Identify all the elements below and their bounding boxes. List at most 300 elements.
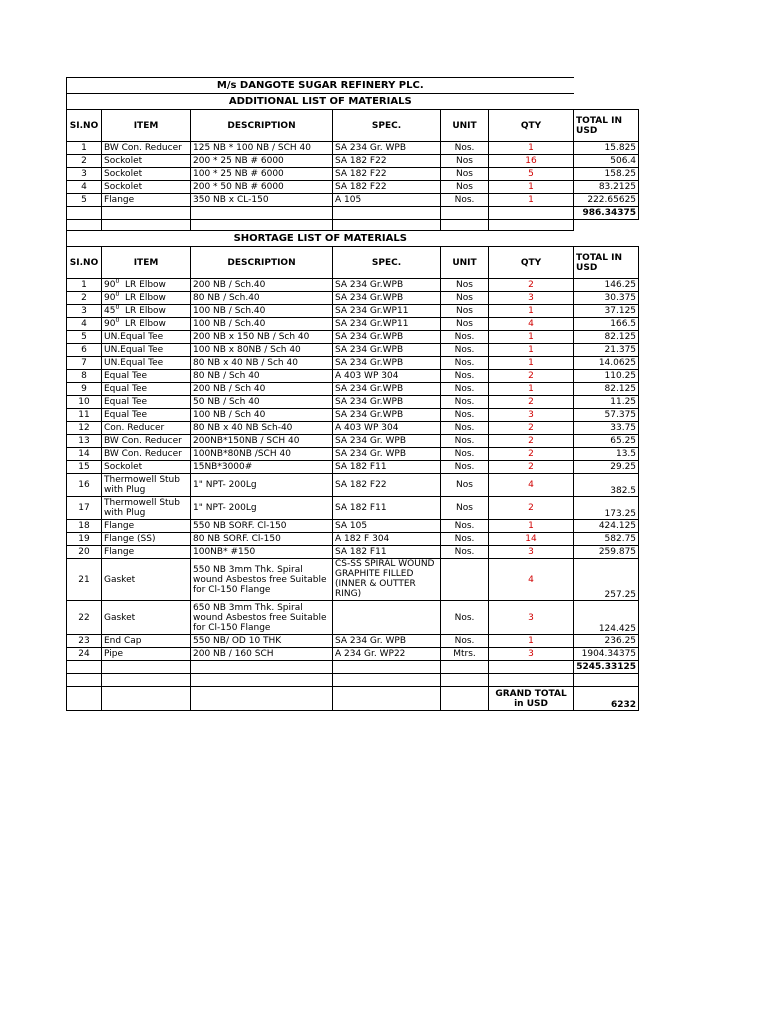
- row-qty: 16: [489, 155, 574, 168]
- header-spec: SPEC.: [333, 110, 441, 142]
- item-label: UN.Equal Tee: [104, 345, 164, 355]
- row-sino: 11: [67, 409, 102, 422]
- row-spec: SA 234 Gr. WPB: [333, 142, 441, 155]
- row-unit: Nos.: [441, 533, 489, 546]
- table-row: [67, 497, 639, 520]
- item-label: Flange: [104, 521, 135, 531]
- row-item: [102, 601, 191, 635]
- blank-cell: [574, 78, 639, 94]
- row-qty: 1: [489, 331, 574, 344]
- row-spec: A 403 WP 304: [333, 370, 441, 383]
- header-unit: UNIT: [441, 110, 489, 142]
- item-label: Thermowell Stub with Plug: [104, 475, 180, 495]
- item-label: Flange: [104, 547, 135, 557]
- row-item: [102, 279, 191, 292]
- row-description: 100NB*80NB /SCH 40: [191, 448, 333, 461]
- row-description: 80 NB / Sch.40: [191, 292, 333, 305]
- row-description: 200 NB x 150 NB / Sch 40: [191, 331, 333, 344]
- row-qty: 14: [489, 533, 574, 546]
- item-label: End Cap: [104, 636, 142, 646]
- table-row: [67, 396, 639, 409]
- table-row: [67, 474, 639, 497]
- row-description: 550 NB SORF. Cl-150: [191, 520, 333, 533]
- row-total: 65.25: [574, 435, 639, 448]
- item-label: Sockolet: [104, 182, 143, 192]
- table-row: [67, 344, 639, 357]
- row-spec: SA 234 Gr.WPB: [333, 344, 441, 357]
- row-spec: A 403 WP 304: [333, 422, 441, 435]
- header-sino: SI.NO: [67, 110, 102, 142]
- header-total: TOTAL IN USD: [574, 247, 639, 279]
- item-label: Sockolet: [104, 462, 143, 472]
- table-row: [67, 142, 639, 155]
- degree-sup: 0: [115, 291, 120, 298]
- row-item: [102, 142, 191, 155]
- row-total: 158.25: [574, 168, 639, 181]
- additional-subtotal-row: [67, 207, 639, 220]
- item-label: Thermowell Stub with Plug: [104, 498, 180, 518]
- item-angle: 90: [104, 293, 116, 303]
- row-qty: 3: [489, 409, 574, 422]
- row-spec: [333, 601, 441, 635]
- shortage-header-row: [67, 247, 639, 279]
- row-total: 124.425: [574, 601, 639, 635]
- header-sino: SI.NO: [67, 247, 102, 279]
- row-spec: CS-SS SPIRAL WOUND GRAPHITE FILLED (INNER & OUTTER RING): [333, 559, 441, 601]
- row-item: [102, 305, 191, 318]
- table-row: [67, 601, 639, 635]
- row-spec: SA 234 Gr. WPB: [333, 635, 441, 648]
- materials-sheet: [66, 77, 638, 711]
- grand-total-label: GRAND TOTAL in USD: [489, 687, 574, 711]
- row-qty: 1: [489, 635, 574, 648]
- row-unit: Nos.: [441, 344, 489, 357]
- table-row: [67, 370, 639, 383]
- row-description: 100 NB / Sch 40: [191, 409, 333, 422]
- materials-table: [66, 77, 639, 711]
- shortage-section-title: SHORTAGE LIST OF MATERIALS: [67, 231, 574, 247]
- item-label: Con. Reducer: [104, 423, 165, 433]
- row-qty: 2: [489, 422, 574, 435]
- row-qty: 4: [489, 318, 574, 331]
- company-title: M/s DANGOTE SUGAR REFINERY PLC.: [67, 78, 574, 94]
- row-qty: 1: [489, 520, 574, 533]
- row-item: [102, 357, 191, 370]
- row-total: 1904.34375: [574, 648, 639, 661]
- row-total: 11.25: [574, 396, 639, 409]
- row-qty: 2: [489, 435, 574, 448]
- row-total: 222.65625: [574, 194, 639, 207]
- grand-total-value: 6232: [574, 687, 639, 711]
- row-unit: Nos.: [441, 331, 489, 344]
- spacer-row: [67, 674, 639, 687]
- row-total: 29.25: [574, 461, 639, 474]
- row-qty: 2: [489, 497, 574, 520]
- row-description: 100NB* #150: [191, 546, 333, 559]
- row-spec: SA 234 Gr.WP11: [333, 318, 441, 331]
- row-unit: Nos: [441, 292, 489, 305]
- row-item: [102, 461, 191, 474]
- item-label: BW Con. Reducer: [104, 449, 182, 459]
- grand-total-row: [67, 687, 639, 711]
- row-qty: 5: [489, 168, 574, 181]
- header-unit: UNIT: [441, 247, 489, 279]
- row-spec: SA 182 F11: [333, 497, 441, 520]
- row-spec: SA 105: [333, 520, 441, 533]
- item-label: Equal Tee: [104, 371, 148, 381]
- row-sino: 4: [67, 318, 102, 331]
- row-unit: Nos: [441, 155, 489, 168]
- table-row: [67, 318, 639, 331]
- degree-sup: 0: [115, 304, 120, 311]
- row-unit: Nos.: [441, 461, 489, 474]
- table-row: [67, 357, 639, 370]
- row-description: 100 NB x 80NB / Sch 40: [191, 344, 333, 357]
- row-item: [102, 318, 191, 331]
- item-label: LR Elbow: [125, 280, 166, 290]
- row-qty: 2: [489, 279, 574, 292]
- row-item: [102, 546, 191, 559]
- row-spec: A 234 Gr. WP22: [333, 648, 441, 661]
- additional-section-title: ADDITIONAL LIST OF MATERIALS: [67, 94, 574, 110]
- table-row: [67, 546, 639, 559]
- row-sino: 21: [67, 559, 102, 601]
- table-body: [67, 78, 639, 711]
- row-sino: 3: [67, 168, 102, 181]
- header-total: TOTAL IN USD: [574, 110, 639, 142]
- row-spec: SA 234 Gr.WP11: [333, 305, 441, 318]
- row-unit: Nos.: [441, 448, 489, 461]
- row-sino: 9: [67, 383, 102, 396]
- item-angle: 90: [104, 319, 116, 329]
- row-sino: 3: [67, 305, 102, 318]
- row-spec: SA 182 F22: [333, 181, 441, 194]
- table-row: [67, 181, 639, 194]
- row-description: 80 NB x 40 NB / Sch 40: [191, 357, 333, 370]
- table-row: [67, 635, 639, 648]
- item-label: LR Elbow: [125, 319, 166, 329]
- row-spec: A 105: [333, 194, 441, 207]
- row-total: 30.375: [574, 292, 639, 305]
- item-label: BW Con. Reducer: [104, 143, 182, 153]
- row-item: [102, 520, 191, 533]
- item-label: UN.Equal Tee: [104, 332, 164, 342]
- row-description: 1" NPT- 200Lg: [191, 474, 333, 497]
- row-sino: 23: [67, 635, 102, 648]
- table-row: [67, 520, 639, 533]
- row-description: 550 NB 3mm Thk. Spiral wound Asbestos free Suitable for Cl-150 Flange: [191, 559, 333, 601]
- row-qty: 3: [489, 546, 574, 559]
- row-qty: 4: [489, 474, 574, 497]
- row-total: 236.25: [574, 635, 639, 648]
- row-item: [102, 168, 191, 181]
- row-spec: SA 234 Gr.WPB: [333, 409, 441, 422]
- row-qty: 4: [489, 559, 574, 601]
- row-description: 200 NB / Sch.40: [191, 279, 333, 292]
- row-item: [102, 344, 191, 357]
- header-item: ITEM: [102, 247, 191, 279]
- row-unit: Nos.: [441, 396, 489, 409]
- header-spec: SPEC.: [333, 247, 441, 279]
- row-item: [102, 155, 191, 168]
- row-description: 15NB*3000#: [191, 461, 333, 474]
- row-item: [102, 194, 191, 207]
- item-label: LR Elbow: [125, 293, 166, 303]
- row-sino: 20: [67, 546, 102, 559]
- row-total: 82.125: [574, 331, 639, 344]
- row-item: [102, 474, 191, 497]
- row-unit: Nos.: [441, 370, 489, 383]
- row-spec: SA 234 Gr. WPB: [333, 448, 441, 461]
- row-unit: Nos: [441, 279, 489, 292]
- item-label: UN.Equal Tee: [104, 358, 164, 368]
- row-spec: SA 234 Gr.WPB: [333, 396, 441, 409]
- row-qty: 1: [489, 181, 574, 194]
- row-sino: 1: [67, 142, 102, 155]
- header-qty: QTY: [489, 247, 574, 279]
- table-row: [67, 155, 639, 168]
- item-label: Equal Tee: [104, 410, 148, 420]
- row-item: [102, 383, 191, 396]
- row-item: [102, 292, 191, 305]
- row-item: [102, 370, 191, 383]
- row-total: 33.75: [574, 422, 639, 435]
- additional-subtotal: 986.34375: [574, 207, 639, 220]
- shortage-subtotal-row: [67, 661, 639, 674]
- row-total: 13.5: [574, 448, 639, 461]
- row-sino: 12: [67, 422, 102, 435]
- row-description: 100 * 25 NB # 6000: [191, 168, 333, 181]
- row-description: 200 NB / Sch 40: [191, 383, 333, 396]
- row-total: 382.5: [574, 474, 639, 497]
- row-sino: 2: [67, 292, 102, 305]
- row-spec: SA 234 Gr.WPB: [333, 279, 441, 292]
- row-unit: Nos: [441, 497, 489, 520]
- table-row: [67, 648, 639, 661]
- degree-sup: 0: [115, 317, 120, 324]
- row-unit: Nos.: [441, 409, 489, 422]
- item-label: Pipe: [104, 649, 123, 659]
- row-spec: SA 234 Gr.WPB: [333, 357, 441, 370]
- item-angle: 90: [104, 280, 116, 290]
- row-total: 83.2125: [574, 181, 639, 194]
- degree-sup: 0: [115, 278, 120, 285]
- row-qty: 2: [489, 461, 574, 474]
- row-sino: 24: [67, 648, 102, 661]
- row-description: 200NB*150NB / SCH 40: [191, 435, 333, 448]
- row-unit: Nos.: [441, 357, 489, 370]
- row-item: [102, 331, 191, 344]
- row-item: [102, 396, 191, 409]
- row-item: [102, 533, 191, 546]
- row-description: 80 NB x 40 NB Sch-40: [191, 422, 333, 435]
- row-unit: Nos.: [441, 422, 489, 435]
- spacer-row: [67, 220, 639, 231]
- row-spec: SA 182 F11: [333, 546, 441, 559]
- row-item: [102, 435, 191, 448]
- row-description: 100 NB / Sch.40: [191, 305, 333, 318]
- row-total: 173.25: [574, 497, 639, 520]
- row-description: 80 NB SORF. Cl-150: [191, 533, 333, 546]
- row-total: 37.125: [574, 305, 639, 318]
- row-qty: 2: [489, 370, 574, 383]
- blank-cell: [574, 231, 639, 247]
- table-row: [67, 435, 639, 448]
- row-total: 259.875: [574, 546, 639, 559]
- row-spec: SA 182 F22: [333, 474, 441, 497]
- table-row: [67, 383, 639, 396]
- row-item: [102, 409, 191, 422]
- row-description: 50 NB / Sch 40: [191, 396, 333, 409]
- row-unit: Nos.: [441, 435, 489, 448]
- row-qty: 1: [489, 305, 574, 318]
- row-unit: Mtrs.: [441, 648, 489, 661]
- row-spec: SA 182 F22: [333, 155, 441, 168]
- item-label: Equal Tee: [104, 384, 148, 394]
- row-spec: SA 234 Gr.WPB: [333, 331, 441, 344]
- row-unit: [441, 559, 489, 601]
- item-label: Gasket: [104, 612, 136, 623]
- header-qty: QTY: [489, 110, 574, 142]
- row-total: 110.25: [574, 370, 639, 383]
- item-label: Equal Tee: [104, 397, 148, 407]
- row-unit: Nos.: [441, 635, 489, 648]
- header-description: DESCRIPTION: [191, 110, 333, 142]
- row-total: 166.5: [574, 318, 639, 331]
- row-sino: 7: [67, 357, 102, 370]
- row-spec: SA 234 Gr.WPB: [333, 383, 441, 396]
- row-total: 146.25: [574, 279, 639, 292]
- row-description: 1" NPT- 200Lg: [191, 497, 333, 520]
- table-row: [67, 168, 639, 181]
- row-unit: Nos.: [441, 194, 489, 207]
- item-label: Sockolet: [104, 169, 143, 179]
- row-qty: 3: [489, 648, 574, 661]
- additional-header-row: [67, 110, 639, 142]
- row-sino: 22: [67, 601, 102, 635]
- table-row: [67, 533, 639, 546]
- row-qty: 2: [489, 448, 574, 461]
- row-total: 582.75: [574, 533, 639, 546]
- row-sino: 10: [67, 396, 102, 409]
- blank-cell: [574, 94, 639, 110]
- row-sino: 5: [67, 194, 102, 207]
- row-item: [102, 422, 191, 435]
- row-description: 100 NB / Sch.40: [191, 318, 333, 331]
- row-total: 424.125: [574, 520, 639, 533]
- row-description: 80 NB / Sch 40: [191, 370, 333, 383]
- row-unit: Nos.: [441, 520, 489, 533]
- row-qty: 3: [489, 292, 574, 305]
- table-row: [67, 331, 639, 344]
- item-angle: 45: [104, 306, 116, 316]
- row-sino: 13: [67, 435, 102, 448]
- row-sino: 2: [67, 155, 102, 168]
- row-item: [102, 497, 191, 520]
- row-qty: 1: [489, 142, 574, 155]
- row-sino: 8: [67, 370, 102, 383]
- row-spec: SA 234 Gr.WPB: [333, 292, 441, 305]
- row-unit: Nos: [441, 474, 489, 497]
- row-total: 14.0625: [574, 357, 639, 370]
- row-sino: 16: [67, 474, 102, 497]
- item-label: BW Con. Reducer: [104, 436, 182, 446]
- shortage-subtotal: 5245.33125: [574, 661, 639, 674]
- row-total: 257.25: [574, 559, 639, 601]
- table-row: [67, 194, 639, 207]
- row-item: [102, 635, 191, 648]
- row-description: 200 * 50 NB # 6000: [191, 181, 333, 194]
- table-row: [67, 461, 639, 474]
- row-description: 200 * 25 NB # 6000: [191, 155, 333, 168]
- row-item: [102, 648, 191, 661]
- row-total: 506.4: [574, 155, 639, 168]
- row-total: 21.375: [574, 344, 639, 357]
- row-qty: 2: [489, 396, 574, 409]
- item-label: LR Elbow: [125, 306, 166, 316]
- row-unit: Nos.: [441, 601, 489, 635]
- row-qty: 1: [489, 194, 574, 207]
- item-label: Flange (SS): [104, 534, 156, 544]
- row-description: 550 NB/ OD 10 THK: [191, 635, 333, 648]
- row-unit: Nos.: [441, 142, 489, 155]
- row-spec: A 182 F 304: [333, 533, 441, 546]
- row-sino: 15: [67, 461, 102, 474]
- row-sino: 1: [67, 279, 102, 292]
- table-row: [67, 305, 639, 318]
- table-row: [67, 559, 639, 601]
- row-sino: 18: [67, 520, 102, 533]
- row-spec: SA 234 Gr. WPB: [333, 435, 441, 448]
- row-total: 15.825: [574, 142, 639, 155]
- row-item: [102, 181, 191, 194]
- row-sino: 17: [67, 497, 102, 520]
- row-sino: 19: [67, 533, 102, 546]
- row-description: 200 NB / 160 SCH: [191, 648, 333, 661]
- row-unit: Nos: [441, 181, 489, 194]
- row-unit: Nos.: [441, 546, 489, 559]
- row-total: 57.375: [574, 409, 639, 422]
- row-spec: SA 182 F11: [333, 461, 441, 474]
- row-description: 125 NB * 100 NB / SCH 40: [191, 142, 333, 155]
- row-unit: Nos.: [441, 383, 489, 396]
- item-label: Gasket: [104, 574, 136, 585]
- row-unit: Nos: [441, 168, 489, 181]
- header-description: DESCRIPTION: [191, 247, 333, 279]
- header-item: ITEM: [102, 110, 191, 142]
- row-description: 350 NB x CL-150: [191, 194, 333, 207]
- table-row: [67, 292, 639, 305]
- row-sino: 5: [67, 331, 102, 344]
- row-sino: 4: [67, 181, 102, 194]
- item-label: Sockolet: [104, 156, 143, 166]
- table-row: [67, 448, 639, 461]
- row-qty: 1: [489, 383, 574, 396]
- row-qty: 1: [489, 344, 574, 357]
- row-sino: 6: [67, 344, 102, 357]
- row-spec: SA 182 F22: [333, 168, 441, 181]
- row-description: 650 NB 3mm Thk. Spiral wound Asbestos free Suitable for Cl-150 Flange: [191, 601, 333, 635]
- table-row: [67, 409, 639, 422]
- row-total: 82.125: [574, 383, 639, 396]
- table-row: [67, 279, 639, 292]
- row-item: [102, 559, 191, 601]
- row-qty: 1: [489, 357, 574, 370]
- table-row: [67, 422, 639, 435]
- row-sino: 14: [67, 448, 102, 461]
- row-unit: Nos: [441, 305, 489, 318]
- item-label: Flange: [104, 195, 135, 205]
